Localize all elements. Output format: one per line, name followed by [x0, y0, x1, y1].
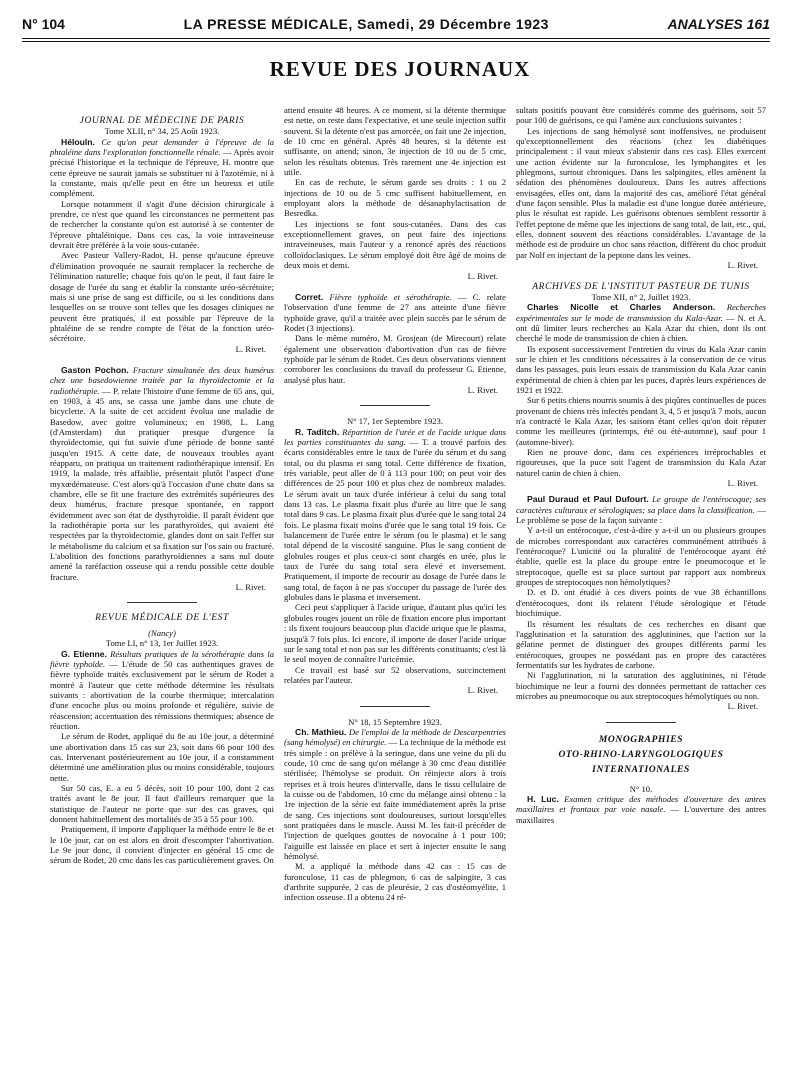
article-text: — N. et A. ont dû limiter leurs recherches au Kala Azar du chien, dont ils ont cherché le mode de transmission de chien à chien.: [516, 312, 766, 344]
section-header: [668, 16, 770, 32]
article-text: — L'ouverture des antres maxillaires: [516, 804, 766, 825]
article-paragraph: [50, 137, 274, 199]
signature: L. Rivet.: [727, 478, 758, 489]
journal-city: (Nancy): [148, 627, 176, 638]
running-header: [22, 14, 770, 34]
journal-heading-line: OTO-RHINO-LARYNGOLOGIQUES: [558, 749, 724, 760]
article-title: Le groupe de l'entérocoque; ses caractères culturaux et sérologiques; sa place dans la classification.: [516, 494, 767, 515]
article-paragraph: Y a-t-il un entérocoque, c'est-à-dire y a-t-il un ou plusieurs groupes de microbes correspondant aux caractères communément attribués à l'entérocoque? L'unicité ou la pluralité de l'entérocoque ayant été établie, quelle est la place du groupe entre le pneumocoque et le streptocoque, quelle est sa place surtout par rapport aux nombreux groupes de streptocoques non hémolytiques?: [516, 525, 766, 588]
article-paragraph: [516, 794, 766, 825]
article-paragraph: Sur 50 cas, E. a eu 5 décès, soit 10 pour 100, dont 2 cas traités avant le 8e jour. Il faut d'ailleurs remarquer que la statistique de l'auteur ne porte que sur des cas graves, qui donnent habituellement des mortalités de 35 à 55 pour 100.: [50, 782, 274, 824]
article-text: — Le problème se pose de la façon suivante :: [516, 504, 766, 526]
page-title: REVUE DES JOURNAUX: [269, 57, 531, 81]
signature: L. Rivet.: [727, 260, 758, 271]
article-paragraph: Rien ne prouve donc, dans ces expériences irréprochables et rigoureuses, que la puce soit l'agent de transmission du Kala Azar naturel canin de chien à chien.: [516, 447, 766, 478]
article-paragraph: Lorsque notamment il s'agit d'une décision chirurgicale à prendre, ce n'est que quand les circonstances ne permettent pas de rechercher la constante qu'on est autorisé à se contenter de l'épreuve phtaléinique. Dans ces cas, la voie intraveineuse devrait être préférée à la voie sous-cutanée.: [50, 198, 274, 251]
header-rule: [22, 38, 770, 39]
article-text: — L'étude de 50 cas authentiques graves de fièvre typhoïde traités exclusivement par le sérum de Rodet a montré à l'auteur que cette méthode détermine les résultats suivants : abortivation de la courbe thermique; intercalation d'une encoche plus ou moins profonde et régulière, suivie de réascension; accentuation des rémissions thermiques; absence de réaction.: [50, 658, 274, 731]
article-paragraph: [50, 649, 274, 732]
article-title: Ce qu'on peut demander à l'épreuve de la phtaléine dans l'exploration fonctionnelle rénale.: [50, 136, 275, 158]
article-paragraph: Les injections se font sous-cutanées. Dans des cas exceptionnellement graves, on peut faire des injections intraveineuses, mais l'auteur y a renoncé après des réactions colloïdoclasiques. Le sérum employé doit être âgé de moins de deux mois et demi.: [284, 218, 506, 271]
page-number: N° 104: [22, 16, 65, 32]
article-paragraph: Pratiquement, il importe d'appliquer la méthode entre le 8e et le 10e jour, car on est alors en droit d'escompter l'abortivation. Le 9e jour donc, il convient d'injecter en général 15 cmc de sérum de Rodet, 20 cmc dans les cas particulièrement graves. On: [50, 824, 274, 866]
signature: L. Rivet.: [235, 582, 266, 593]
article-paragraph: [516, 302, 766, 343]
separator-rule: [127, 602, 197, 603]
article-paragraph: Ceci peut s'appliquer à l'acide urique, d'autant plus qu'ici les globules rouges jouent un rôle de fixation encore plus important : ils fixent toujours beaucoup plus d'acide urique que le plasma, jusqu'à 7 fois plus. Ici encore, il importe de doser l'acide urique sur le sang total et non pas sur les différents constituants; c'est là le seul moyen de connaître l'uricémie.: [284, 602, 506, 665]
article-author: H. Luc.: [527, 793, 559, 804]
article-paragraph: sultats positifs pouvant être considérés comme des guérisons, soit 57 pour 100 de guérisons, ce qui l'amène aux conclusions suivantes :: [516, 105, 766, 126]
article-title: Examen critique des méthodes d'ouverture des antres maxillaires et frontaux par voie nasale.: [516, 793, 766, 815]
header-rule-thin: [22, 41, 770, 42]
column-middle: [284, 105, 506, 903]
article-author: Ch. Mathieu.: [295, 726, 347, 737]
separator-rule: [606, 722, 676, 723]
journal-heading: [516, 733, 766, 778]
article-paragraph: Le sérum de Rodet, appliqué du 8e au 10e jour, a déterminé une abortivation dans 15 cas sur 23, soit dans 66 pour 100 des cas. Intervenant postérieurement au 10e jour, il a constamment déterminé une amélioration plus ou moins considérable, toujours nette.: [50, 731, 274, 783]
article-paragraph: Ce travail est basé sur 52 observations, succinctement relatées par l'auteur.: [284, 664, 506, 685]
article-paragraph: [50, 365, 274, 582]
article-paragraph: [284, 427, 506, 603]
article-author: Paul Duraud et Paul Dufourt.: [527, 494, 649, 505]
signature: L. Rivet.: [467, 685, 498, 696]
article-title: Fracture simultanée des deux humérus chez une basedowienne traitée par la thyroïdectomie et la radiothérapie.: [50, 364, 274, 396]
issue-line: Tome XLII, n° 34, 25 Août 1923.: [104, 126, 220, 137]
article-text: — C. relate l'observation d'une femme de 27 ans atteinte d'une fièvre typhoïde grave, qu'il a traitée avec plein succès par le sérum de Rodet (3 injections).: [284, 291, 506, 333]
journal-heading-line: INTERNATIONALES: [592, 764, 690, 775]
article-paragraph: M. a appliqué la méthode dans 42 cas : 15 cas de furonculose, 11 cas de phlegmon, 6 cas de salpingite, 3 cas d'arthrite suppurée, 2 cas de pleurésie, 2 cas d'ostéomyélite, 1 infection osseuse. Il a obtenu 24 ré-: [284, 861, 506, 903]
article-author: Charles Nicolle et Charles Anderson.: [527, 302, 716, 313]
signature: L. Rivet.: [727, 701, 758, 712]
article-paragraph: D. et D. ont étudié à ces divers points de vue 38 échantillons d'entérocoques, dont ils relatent l'étude sérologique et l'étude biochimique.: [516, 587, 766, 619]
article-text: — T. a trouvé parfois des écarts considérables entre le taux de l'urée du sérum et du sang total, ou du plasma et sang total. Cette différence de fixation, très variable, peut aller de 0 à 113 pour 100; on peut voir des différences de 25 pour 100 et plus chez de nombreux malades. Le sérum avait un taux d'urée inférieur à celui du sang total dans 13 cas. Le plasma fixait plus d'urée au litre que le sang total dans 9 cas. Le plasma fixait plus d'urée que le sang total 24 fois. Le plasma fixait moins d'urée que le sang total 19 fois. Ce balancement de l'urée entre le sérum (ou le plasma) et le sang total dépend de la viscosité sanguine. Plus le sang contient de globules rouges et plus ceux-ci sont chargés en urée, plus le taux de l'urée du sang total sera élevé et inversement. Pratiquement, il importe de recourir au dosage de l'urée dans le sang total, de façon à ne pas s'occuper du passage de l'urée des globules dans le plasma et inversement.: [284, 436, 506, 603]
article-paragraph: Avec Pasteur Vallery-Radot, H. pense qu'aucune épreuve d'élimination provoquée ne saurait remplacer la recherche de l'élimination naturelle; chaque fois qu'on le peut, il faut faire le dosage de l'urée du sang et établir la constante uréo-sécrétoire; mais si une prise de sang est difficile, ou si les conditions dans lesquelles on se trouve sont telles que les dosages cliniques ne peuvent être pratiqués, il est possible par l'épreuve de la phtaléine de se rendre compte de l'état de la fonction uréo-sécrétoire.: [50, 250, 274, 344]
article-paragraph: Sur 6 petits chiens nourris soumis à des piqûres continuelles de puces provenant de chiens très infectés pendant 3, 4, 5 et jusqu'à 7 mois, aucun n'a contracté le Kala Azar, les saisons étant celles qu'on doit réputer comme les meilleures (printemps, été ou été-automne), sauf pour 1 (automne-hiver).: [516, 395, 766, 447]
article-paragraph: Ni l'agglutination, ni la saturation des agglutinines, ni l'étude biochimique ne leur a fourni des données permettant de rattacher ces microbes au pneumocoque ou aux streptocoques hémolytiques ou non.: [516, 670, 766, 701]
article-paragraph: Ils exposent successivement l'entretien du virus du Kala Azar canin sur le chien et les conditions nécessaires à la conservation de ce virus dans les passages, puis leurs essais de transmission du Kala Azar canin expérimental de chien à chien par les puces, d'après leurs expériences de 1921 et 1922.: [516, 343, 766, 395]
section-name: ANALYSES: [667, 16, 743, 32]
article-paragraph: En cas de rechute, le sérum garde ses droits : 1 ou 2 injections de 10 ou de 5 cmc suffisent habituellement, en employant alors la méthode de désanaphylactisation de Besredka.: [284, 177, 506, 219]
separator-rule: [360, 405, 430, 406]
issue-line: N° 17, 1er Septembre 1923.: [346, 416, 444, 427]
article-paragraph: Ils résument les résultats de ces recherches en disant que l'agglutination et la saturation des agglutinines, que l'action sur la gélatine permet de distinguer des groupes différents parmi les entérocoques, groupes ne possédant pas en propre des caractères fermentatifs sur les hydrates de carbone.: [516, 618, 766, 670]
article-author: R. Taditch.: [295, 426, 340, 437]
signature: L. Rivet.: [235, 343, 266, 354]
column-right: [516, 105, 766, 825]
article-author: Corret.: [295, 291, 324, 302]
journal-heading: JOURNAL DE MÉDECINE DE PARIS: [79, 116, 245, 126]
issue-line: N° 18, 15 Septembre 1923.: [348, 716, 442, 727]
signature: L. Rivet.: [467, 384, 498, 395]
article-text: — P. relate l'histoire d'une femme de 65 ans, qui, en 1903, à 45 ans, se cassa une jambe dans une chute de bicyclette. A la suite de cet accident évolua une maladie de Basedow, avec goitre volumineux; en 1908, L. Lang (d'Amsterdam) dut pratiquer presque d'urgence la thyroïdectomie, qui fut suivie d'une période de bonne santé jusqu'en 1915. A cette date, de nouveaux troubles ayant réapparu, on pratiqua un traitement radiothérapique intensif. En 1919, la malade, très affaiblie, présentait plutôt l'aspect d'une myxœdémateuse. C'est alors qu'à l'occasion d'une chute dans sa chambre, elle se fit une fracture des extrémités supérieures des deux humérus, fracture presque spontanée, en rapport évidemment avec son état de dysthyroïdie. Il paraît évident que la radiothérapie porta sur les parathyroïdes, qui avaient été respectées par la thyroïdectomie, glandes dont on sait l'effet sur le métabolisme du calcium et sa fixation sur l'os sain ou fracturé. L'abolition des fonctions parathyroïdiennes a sans nul doute amené la raréfaction osseuse qui a rendu possible cette double fracture.: [50, 385, 275, 582]
article-title: Répartition de l'urée et de l'acide urique dans les parties constituantes du sang.: [284, 426, 506, 447]
issue-line: Tome LI, n° 13, 1er Juillet 1923.: [105, 638, 219, 649]
article-author: G. Etienne.: [61, 648, 107, 659]
article-author: Hélouln.: [61, 136, 95, 147]
article-paragraph: attend ensuite 48 heures. A ce moment, si la détente thermique est nette, on reste dans l'expectative, et une seule injection suffit souvent. Si la détente n'est pas amorcée, on fait une 2e injection, de 10 cmc en général. Après 48 heures, si la détente est suffisante, on attend; sinon, 3e injection de 10 ou de 5 cmc, selon les résultats obtenus. Très rarement une 4e injection est utile.: [284, 105, 506, 178]
article-title: Recherches expérimentales sur le mode de transmission du Kala-Azar.: [516, 302, 766, 323]
article-title: Fièvre typhoïde et sérothérapie.: [329, 291, 452, 302]
article-paragraph: Les injections de sang hémolysé sont inoffensives, ne produisent qu'exceptionnellement des réactions (chez les diabétiques principalement : il vaut mieux s'abstenir dans ces cas). Elles exercent une action évidente sur la furonculose, les lymphangites et les phlegmons, surtout chroniques. Dans les salpingites, elles amènent la sédation des phénomènes douloureux. Dans les autres affections envisagées, elles ont, dans la majorité des cas, amélioré l'état général d'une façon sensible. Plus la maladie est d'une longue durée antérieure, plus le résultat est rapide. Les guérisons obtenues semblent ressortir à l'effet peptone de même que les injections de sang total, de lait, etc., qui, elles, donnent souvent des réactions considérables. L'avantage de la méthode est de produire un choc sans réaction, différent du choc produit par Nolf en injectant de la peptone dans les veines.: [516, 125, 766, 260]
separator-rule: [360, 706, 430, 707]
article-author: Gaston Pochon.: [61, 364, 129, 375]
article-text: — La technique de la méthode est très simple : on prélève à la seringue, dans une veine du pli du coude, 10 cmc de sang qu'on mélange à 30 cmc d'eau distillée stérilisée; l'hémolyse se produit. On réinjecte alors à trois reprises et à trois heures d'intervalle, dans le tissu cellulaire de la cuisse ou de l'abdomen, 10 cmc du mélange ainsi obtenu : la 1re injection de la série est faite immédiatement après la prise de sang. Ces injections sont douloureuses, surtout lorsqu'elles sont pratiquées dans le muscle. Aussi M. les fait-il précéder de l'injection de quelques gouttes de novocaïne à 1 pour 100; l'aiguille est laissée en place et sert à injecter ensuite le sang hémolysé.: [284, 737, 506, 862]
publication-header: LA PRESSE MÉDICALE, Samedi, 29 Décembre 1923: [183, 16, 549, 32]
journal-heading-line: MONOGRAPHIES: [598, 734, 684, 745]
article-paragraph: [284, 292, 506, 333]
journal-heading: ARCHIVES DE L'INSTITUT PASTEUR DE TUNIS: [532, 281, 750, 292]
issue-line: Tome XII, n° 2, Juillet 1923.: [591, 291, 691, 302]
folio: 161: [746, 16, 770, 32]
article-title: De l'emploi de la méthode de Descarpentries (sang hémolysé) en chirurgie.: [284, 726, 506, 748]
issue-line: N° 10.: [629, 783, 653, 794]
article-text: — Après avoir précisé l'historique et la technique de l'épreuve, H. montre que cette épreuve ne saurait jamais se substituer ni à l'azotémie, ni à la constante, mais qu'elle peut en être un heureux et utile complément.: [50, 147, 274, 199]
article-paragraph: Dans le même numéro, M. Grosjean (de Mirecourt) relate également une observation d'abortivation d'un cas de fièvre typhoïde par le sérum de Rodet. Ces deux observations viennent corroborer les conclusions du travail du professeur G. Etienne, analysé plus haut.: [284, 333, 506, 385]
article-paragraph: [284, 727, 506, 861]
journal-heading: REVUE MÉDICALE DE L'EST: [95, 613, 229, 624]
signature: L. Rivet.: [467, 270, 498, 281]
article-title: Résultats pratiques de la sérothérapie dans la fièvre typhoïde.: [50, 648, 274, 669]
article-paragraph: [516, 494, 766, 525]
column-left: [50, 105, 274, 866]
